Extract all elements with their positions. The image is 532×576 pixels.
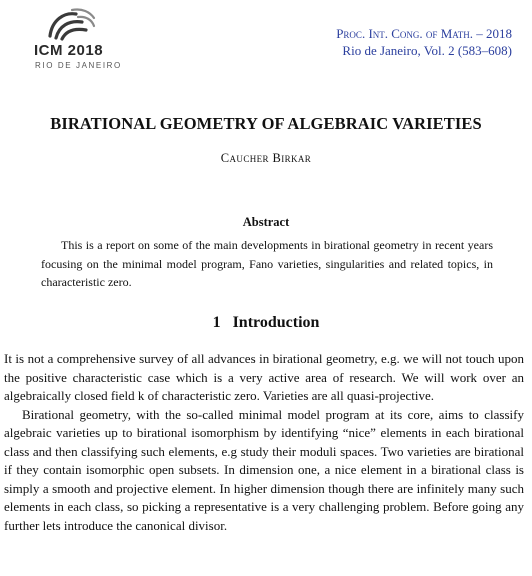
section-heading — [0, 314, 532, 332]
proceedings-reference — [336, 25, 512, 59]
section-body — [4, 350, 524, 535]
logo-subtext: RIO DE JANEIRO — [35, 61, 122, 70]
abstract-text: This is a report on some of the main developments in birational geometry in recent years focusing on the minimal model program, Fano varieties, singularities and related topics, in characteristic zero. — [41, 238, 493, 289]
proceedings-line-1: Proc. Int. Cong. of Math. – 2018 — [336, 26, 512, 41]
section-number: 1 — [212, 314, 221, 331]
paragraph-1: It is not a comprehensive survey of all advances in birational geometry, e.g. we will not touch upon the positive characteristic case which is a very active area of research. We will work over an algebraically closed field k of characteristic zero. Varieties are all quasi-projective. — [4, 351, 524, 403]
abstract-heading: Abstract — [242, 215, 290, 229]
logo-text: ICM 2018 — [34, 42, 104, 59]
paragraph-2: Birational geometry, with the so-called minimal model program at its core, aims to classify algebraic varieties up to birational isomorphism by identifying “nice” elements in each birational class and then classifying such elements, e.g study their moduli spaces. Two varieties are birational if they contain isomorphic open subsets. In dimension one, a nice element in a birational class is simply a smooth and projective element. In higher dimension though there are infinitely many such elements in each class, so picking a representative is a very challenging problem. Before going any further lets introduce the canonical divisor. — [4, 406, 524, 533]
paper-title: BIRATIONAL GEOMETRY OF ALGEBRAIC VARIETIES — [50, 114, 482, 133]
proceedings-line-2: Rio de Janeiro, Vol. 2 (583–608) — [342, 43, 512, 58]
section-title: Introduction — [232, 314, 320, 331]
icm-logo-icon — [42, 6, 98, 42]
paper-author: Caucher Birkar — [220, 151, 312, 165]
icm-logo — [30, 6, 122, 72]
